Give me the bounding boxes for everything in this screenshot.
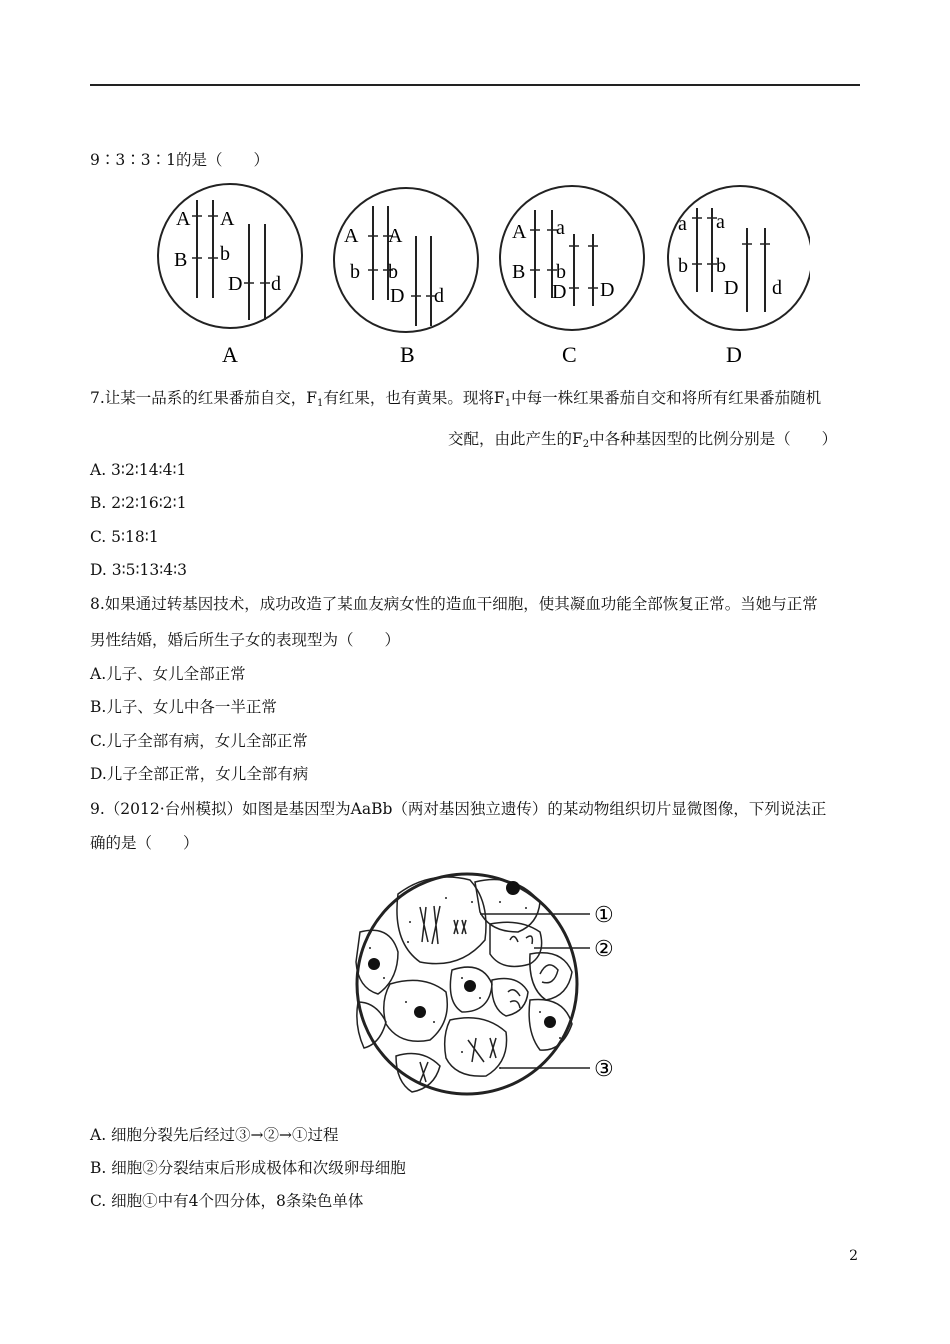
q6-option-c [500,186,644,367]
gene-label: B [512,261,526,283]
gene-label: b [678,255,688,277]
gene-label: A [220,208,235,230]
gene-label: b [388,261,398,283]
q6-option-b [334,188,478,367]
q8-stem-line1: 8.如果通过转基因技术，成功改造了某血友病女性的造血干细胞，使其凝血功能全部恢复正常。当她与正常 [90,595,818,613]
option-label: A [222,342,238,367]
gene-label: d [772,277,782,299]
label-2: ② [594,936,614,961]
page-number: 2 [849,1248,858,1264]
q9-figure [350,862,640,1112]
gene-label: D [724,277,739,299]
gene-label: A [344,225,359,247]
q7-stem-line1: 7.让某一品系的红果番茄自交，$F_1$有红果，也有黄果。现将$F_1$中每一株红果番茄自交和将所有红果番茄随机 [90,389,822,409]
gene-label: A [176,208,191,230]
gene-label: b [220,243,230,265]
q8-option-a: A.儿子、女儿全部正常 [90,665,246,683]
q7-option-a: A. 3∶2∶14∶4∶1 [90,461,187,479]
q6-tail: 9∶3∶3∶1的是（ ） [90,151,269,169]
gene-label: D [390,285,405,307]
q9-stem-line1: 9.（2012·台州模拟）如图是基因型为AaBb（两对基因独立遗传）的某动物组织切片显微图像，下列说法正 [90,800,827,818]
q7-stem-line2: 交配，由此产生的$F_2$中各种基因型的比例分别是（ ） [448,430,838,450]
gene-label: A [388,225,403,247]
gene-label: b [716,255,726,277]
option-label: D [726,342,742,367]
label-1: ① [594,902,614,927]
q8-stem-line2: 男性结婚，婚后所生子女的表现型为（ ） [90,631,401,649]
gene-label: a [678,213,687,235]
q6-figure [150,180,810,370]
label-3: ③ [594,1056,614,1081]
gene-label: b [350,261,360,283]
gene-label: b [556,261,566,283]
q6-option-d [668,186,810,367]
gene-label: A [512,221,527,243]
gene-label: D [228,273,243,295]
gene-label: a [556,217,565,239]
q8-option-d: D.儿子全部正常，女儿全部有病 [90,765,309,783]
q9-option-c: C. 细胞①中有4个四分体，8条染色单体 [90,1192,364,1210]
q8-option-c: C.儿子全部有病，女儿全部正常 [90,732,308,750]
q6-option-a [158,184,302,367]
q8-option-b: B.儿子、女儿中各一半正常 [90,698,277,716]
gene-label: D [552,281,567,303]
gene-label: B [174,249,188,271]
q9-option-a: A. 细胞分裂先后经过③→②→①过程 [90,1126,339,1144]
gene-label: d [434,285,444,307]
q9-option-b: B. 细胞②分裂结束后形成极体和次级卵母细胞 [90,1159,406,1177]
gene-label: D [600,279,615,301]
option-label: B [400,342,415,367]
gene-label: a [716,211,725,233]
q9-stem-line2: 确的是（ ） [90,834,199,852]
microscope-field [356,874,577,1094]
q7-option-c: C. 5∶18∶1 [90,528,159,546]
q7-option-d: D. 3∶5∶13∶4∶3 [90,561,188,579]
header-rule [90,84,860,86]
option-label: C [562,342,577,367]
q7-option-b: B. 2∶2∶16∶2∶1 [90,494,187,512]
gene-label: d [271,273,281,295]
